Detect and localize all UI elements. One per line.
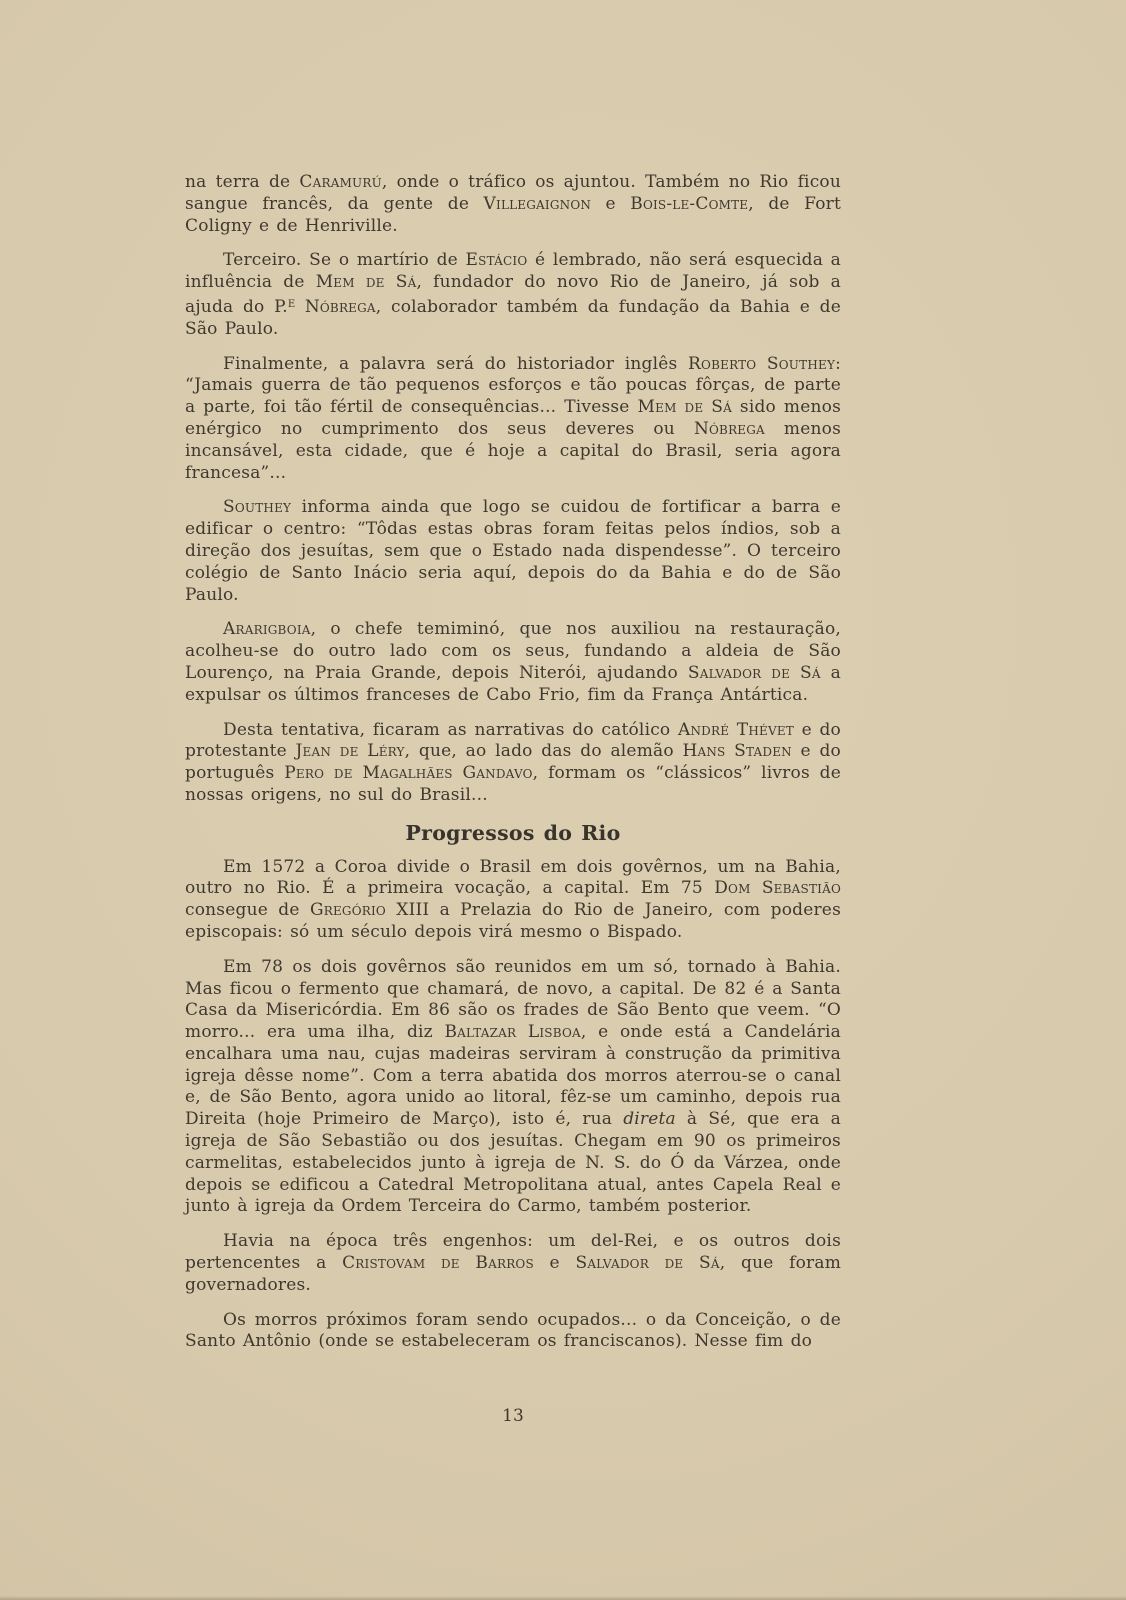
text-segment: Bois-le-Comte — [630, 193, 749, 214]
text-segment: menos incansável, esta cidade, que é hoje a capital do Brasil, seria agora francesa”... — [185, 418, 841, 483]
text-segment: , o chefe temiminó, que nos auxiliou na restauração, acolheu-se do outro lado com os seus, fundando a aldeia de São Lourenço, na Praia Grande, depois Niterói, ajudando — [185, 619, 841, 683]
text-segment: Havia na época três engenhos: um del-Rei, e os outros dois pertencentes a — [185, 1231, 841, 1274]
text-segment: Progressos do Rio — [405, 820, 621, 845]
text-segment: Ararigboia — [223, 619, 311, 640]
text-segment: Southey — [223, 497, 292, 518]
paragraph — [185, 857, 841, 944]
text-segment: Em 78 os dois govêrnos são reunidos em um só, tornado à Bahia. Mas ficou o fermento que chamará, de novo, a capital. De 82 é a Santa Casa da Misericórdia. Em 86 são os frades de São Bento que veem. “O morro... era uma ilha, diz — [185, 956, 841, 1043]
paragraph — [185, 619, 841, 706]
text-segment: e — [591, 193, 631, 214]
text-segment: Em 1572 a Coroa divide o Brasil em dois govêrnos, um na Bahia, outro no Rio. É a primeira vocação, a capital. Em 75 — [185, 856, 841, 899]
text-segment: , onde o tráfico os ajuntou. Também no Rio ficou sangue francês, da gente de — [185, 172, 842, 214]
text-segment: André Thévet — [677, 719, 794, 740]
text-segment: Terceiro. Se o martírio de — [223, 250, 466, 271]
text-segment: Cristovam de Barros — [342, 1253, 534, 1274]
text-segment: é lembrado, não será esquecida a influência de — [185, 250, 841, 293]
paragraph — [185, 1231, 841, 1296]
text-segment: XIII a Prelazia do Rio de Janeiro, com poderes episcopais: só um século depois virá mesmo o Bispado. — [185, 900, 841, 942]
text-segment: e do protestante — [185, 719, 841, 762]
text-segment: Desta tentativa, ficaram as narrativas do católico — [223, 719, 678, 740]
paragraph — [185, 957, 841, 1219]
text-segment: Finalmente, a palavra será do historiador inglês — [223, 353, 689, 374]
text-segment: na terra de — [185, 172, 300, 192]
text-segment: consegue de — [185, 900, 310, 921]
text-segment: , que foram governadores. — [185, 1253, 842, 1295]
text-segment: E — [287, 298, 296, 310]
text-segment: a expulsar os últimos franceses de Cabo Frio, fim da França Antártica. — [185, 662, 841, 705]
text-segment: Os morros próximos foram sendo ocupados... o da Conceição, o de Santo Antônio (onde se estabeleceram os franciscanos). Nesse fim do — [185, 1309, 841, 1352]
text-segment: Gregório — [309, 900, 386, 921]
text-segment: Estácio — [465, 250, 528, 271]
paragraph — [185, 354, 841, 485]
text-segment: Mem de Sá — [315, 272, 417, 293]
text-segment: Villegaignon — [483, 193, 592, 214]
text-segment: Salvador de Sá — [687, 662, 821, 683]
text-segment: à Sé, que era a igreja de São Sebastião ou dos jesuítas. Chegam em 90 os primeiros carmelitas, estabelecidos junto à igreja de N. S. do Ó da Várzea, onde depois se edificou a Catedral Metropolitana atual, antes Capela Real e junto à igreja da Ordem Terceira do Carmo, também posterior. — [185, 1109, 841, 1217]
text-segment: Nóbrega — [304, 296, 376, 317]
text-segment: Mem de Sá — [637, 397, 732, 418]
text-segment: sido menos enérgico no cumprimento dos seus deveres ou — [185, 397, 842, 439]
text-segment: direta — [623, 1109, 676, 1130]
text-segment: e do português — [185, 741, 841, 784]
text-segment: e — [533, 1253, 576, 1274]
text-segment: , de Fort Coligny e de Henriville. — [185, 193, 842, 236]
page-bottom-edge — [0, 1596, 1126, 1600]
page-number: 13 — [502, 1406, 524, 1426]
text-segment: Nóbrega — [693, 418, 765, 439]
paragraph — [185, 720, 841, 807]
text-segment: Pero de Magalhães Gandavo — [284, 763, 533, 784]
paragraph — [185, 250, 841, 340]
text-segment: , e onde está a Candelária encalhara uma nau, cujas madeiras serviram à construção da primitiva igreja dêsse nome”. Com a terra abatida dos morros aterrou-se o canal e, de São Bento, agora unido ao litoral, fêz-se um caminho, depois rua Direita (hoje Primeiro de Março), isto é, rua — [185, 1022, 841, 1130]
text-segment: informa ainda que logo se cuidou de fortificar a barra e edificar o centro: “Tôdas estas obras foram feitas pelos índios, sob a direção dos jesuítas, sem que o Estado nada dispendesse”. O terceiro colégio de Santo Inácio seria aquí, depois do da Bahia e do de São Paulo. — [185, 497, 841, 605]
text-segment: Salvador de Sá — [575, 1253, 720, 1274]
text-segment: , formam os “clássicos” livros de nossas origens, no sul do Brasil... — [185, 763, 842, 805]
text-segment: , fundador do novo Rio de Janeiro, já sob a ajuda do P. — [185, 272, 842, 317]
text-block — [185, 172, 841, 1366]
text-segment: Caramurú — [299, 172, 382, 192]
text-segment: , que, ao lado das do alemão — [404, 741, 683, 762]
text-segment: Hans Staden — [682, 741, 792, 762]
text-segment: : “Jamais guerra de tão pequenos esforços e tão poucas fôrças, de parte a parte, foi tão fértil de consequências... Tivesse — [185, 353, 841, 418]
paragraph — [185, 497, 841, 606]
text-segment: Dom Sebastião — [714, 878, 841, 899]
paragraph — [185, 1310, 841, 1354]
text-segment: Roberto Southey — [688, 353, 836, 374]
section-heading — [185, 820, 841, 845]
paragraph — [185, 172, 841, 237]
text-segment: , colaborador também da fundação da Bahia e de São Paulo. — [185, 296, 841, 339]
text-segment: Baltazar Lisboa — [444, 1022, 581, 1043]
text-segment: Jean de Léry — [295, 741, 405, 762]
text-segment — [295, 297, 305, 317]
